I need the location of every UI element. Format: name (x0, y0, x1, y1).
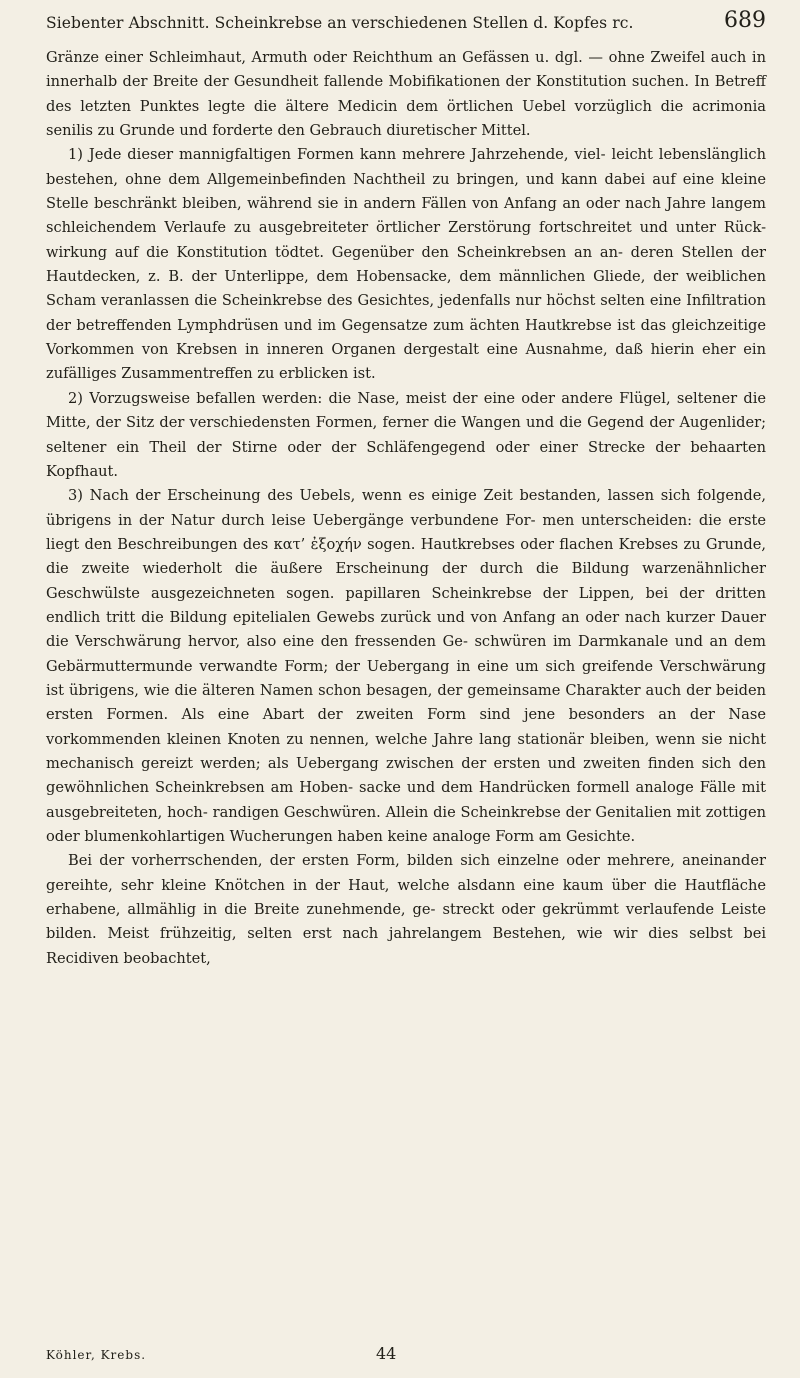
page-header (46, 8, 766, 38)
paragraph-1: 1) Jede dieser mannigfaltigen Formen kann mehrere Jahrzehende, viel- leicht lebenslänglich bestehen, ohne dem Allgemeinbefinden Nachtheil zu bringen, und kann dabei auf eine kleine Stelle beschränkt bleiben, während sie in andern Fällen von Anfang an oder nach Jahre langem schleichendem Verlaufe zu ausgebreiteter örtlicher Zerstörung fortschreitet und unter Rück- wirkung auf die Konstitution tödtet. Gegenüber den Scheinkrebsen an an- deren Stellen der Hautdecken, z. B. der Unterlippe, dem Hobensacke, dem männlichen Gliede, der weiblichen Scham veranlassen die Scheinkrebse des Gesichtes, jedenfalls nur höchst selten eine Infiltration der betreffenden Lymphdrüsen und im Gegensatze zum ächten Hautkrebse ist das gleichzeitige Vorkommen von Krebsen in inneren Organen dergestalt eine Ausnahme, daß hierin eher ein zufälliges Zusammentreffen zu erblicken ist. (46, 146, 766, 383)
page-number: 689 (724, 8, 766, 33)
body-text (46, 46, 766, 971)
sheet-number: 44 (376, 1344, 397, 1363)
paragraph-3: 3) Nach der Erscheinung des Uebels, wenn es einige Zeit bestanden, lassen sich folgende, übrigens in der Natur durch leise Uebergänge verbundene For- men unterscheiden: die erste liegt den Beschreibungen des κατ’ ἐξοχήν sogen. Hautkrebses oder flachen Krebses zu Grunde, die zweite wiederholt die äußere Erscheinung der durch die Bildung warzenähnlicher Geschwülste ausgezeichneten sogen. papillaren Scheinkrebse der Lippen, bei der dritten endlich tritt die Bildung epitelialen Gewebs zurück und von Anfang an oder nach kurzer Dauer die Verschwärung hervor, also eine den fressenden Ge- schwüren im Darmkanale und an dem Gebärmuttermunde verwandte Form; der Uebergang in eine um sich greifende Verschwärung ist übrigens, wie die älteren Namen schon besagen, der gemeinsame Charakter auch der beiden ersten Formen. Als eine Abart der zweiten Form sind jene besonders an der Nase vorkommenden kleinen Knoten zu nennen, welche Jahre lang stationär bleiben, wenn sie nicht mechanisch gereizt werden; als Uebergang zwischen der ersten und zweiten finden sich den gewöhnlichen Scheinkrebsen am Hoben- sacke und dem Handrücken formell analoge Fälle mit ausgebreiteten, hoch- randigen Geschwüren. Allein die Scheinkrebse der Genitalien mit zottigen oder blumenkohlartigen Wucherungen haben keine analoge Form am Gesichte. (46, 487, 766, 845)
paragraph-continuation: Gränze einer Schleimhaut, Armuth oder Reichthum an Gefässen u. dgl. — ohne Zweifel auch in innerhalb der Breite der Gesundheit fallende Mobifikationen der Konstitution suchen. In Betreff des letzten Punktes legte die ältere Medicin dem örtlichen Uebel vorzüglich die acrimonia senilis zu Grunde und forderte den Gebrauch diuretischer Mittel. (46, 49, 766, 140)
running-title: Siebenter Abschnitt. Scheinkrebse an verschiedenen Stellen d. Kopfes rc. (46, 14, 634, 32)
page-footer (46, 1344, 766, 1372)
paragraph-2: 2) Vorzugsweise befallen werden: die Nase, meist der eine oder andere Flügel, seltener die Mitte, der Sitz der verschiedensten Formen, ferner die Wangen und die Gegend der Augenlider; seltener ein Theil der Stirne oder der Schläfengegend oder einer Strecke der behaarten Kopfhaut. (46, 389, 766, 480)
signature-mark: Köhler, Krebs. (46, 1348, 147, 1362)
paragraph-4: Bei der vorherrschenden, der ersten Form, bilden sich einzelne oder mehrere, aneinander gereihte, sehr kleine Knötchen in der Haut, welche alsdann eine kaum über die Hautfläche erhabene, allmählig in die Breite zunehmende, ge- streckt oder gekrümmt verlaufende Leiste bilden. Meist frühzeitig, selten erst nach jahrelangem Bestehen, wie wir dies selbst bei Recidiven beobachtet, (46, 852, 766, 967)
